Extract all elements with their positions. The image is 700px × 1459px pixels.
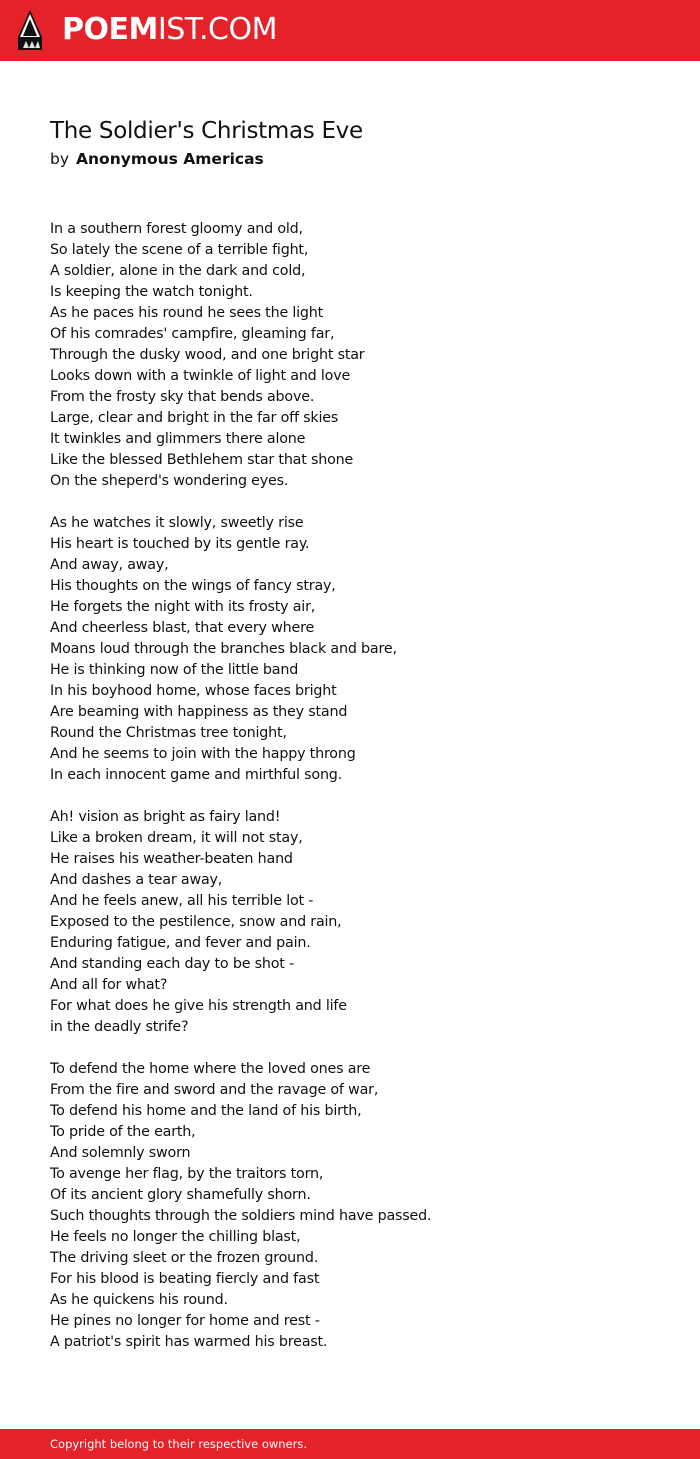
poem-line: To pride of the earth, (50, 1124, 196, 1140)
poem-line: Of its ancient glory shamefully shorn. (50, 1187, 311, 1203)
poem-line: In his boyhood home, whose faces bright (50, 683, 337, 699)
poem-line: Exposed to the pestilence, snow and rain, (50, 914, 342, 930)
poem-line: He feels no longer the chilling blast, (50, 1229, 301, 1245)
pencil-nib-icon (17, 9, 43, 51)
poem-line: He is thinking now of the little band (50, 662, 299, 678)
poem-line: As he quickens his round. (50, 1292, 228, 1308)
poem-line: Like a broken dream, it will not stay, (50, 830, 303, 846)
poem-line: And dashes a tear away, (50, 872, 223, 888)
poem-line: He forgets the night with its frosty air, (50, 599, 316, 615)
poem-line: From the fire and sword and the ravage of war, (50, 1082, 379, 1098)
poem-line: It twinkles and glimmers there alone (50, 431, 306, 447)
poem-line: in the deadly strife? (50, 1019, 189, 1035)
poem-line: And he seems to join with the happy throng (50, 746, 356, 762)
poem-line: Ah! vision as bright as fairy land! (50, 809, 281, 825)
poem-line: And solemnly sworn (50, 1145, 191, 1161)
logo-bold-text: POEM (62, 12, 158, 47)
poem-line: Through the dusky wood, and one bright star (50, 347, 365, 363)
poem-line: The driving sleet or the frozen ground. (50, 1250, 319, 1266)
poem-line: So lately the scene of a terrible fight, (50, 242, 309, 258)
poem-line: And cheerless blast, that every where (50, 620, 315, 636)
stanza-3 (50, 807, 670, 1038)
poem-line: In a southern forest gloomy and old, (50, 221, 303, 237)
poem-line: In each innocent game and mirthful song. (50, 767, 343, 783)
poem-line: And he feels anew, all his terrible lot - (50, 893, 314, 909)
poem-line: Large, clear and bright in the far off skies (50, 410, 339, 426)
poem-line: A soldier, alone in the dark and cold, (50, 263, 306, 279)
poem-line: Looks down with a twinkle of light and love (50, 368, 351, 384)
poem-line: For what does he give his strength and life (50, 998, 347, 1014)
logo-light-text: IST.COM (157, 12, 277, 47)
site-header (0, 0, 700, 61)
poem-line: His thoughts on the wings of fancy stray, (50, 578, 336, 594)
poem-line: On the sheperd's wondering eyes. (50, 473, 289, 489)
stanza-break (50, 492, 670, 513)
poem-line: Such thoughts through the soldiers mind have passed. (50, 1208, 432, 1224)
poem-line: And away, away, (50, 557, 169, 573)
poem-line: And standing each day to be shot - (50, 956, 295, 972)
poem-line: Round the Christmas tree tonight, (50, 725, 287, 741)
poem-title: The Soldier's Christmas Eve (50, 118, 363, 144)
site-logo[interactable] (62, 12, 277, 48)
poem-line: For his blood is beating fiercly and fast (50, 1271, 320, 1287)
stanza-break (50, 1038, 670, 1059)
stanza-2 (50, 513, 670, 786)
poem-line: To defend his home and the land of his birth, (50, 1103, 362, 1119)
poem-line: He raises his weather-beaten hand (50, 851, 293, 867)
poem-line: To avenge her flag, by the traitors torn, (50, 1166, 324, 1182)
poem-body (50, 219, 670, 1353)
poem-line: He pines no longer for home and rest - (50, 1313, 320, 1329)
poem-line: Are beaming with happiness as they stand (50, 704, 348, 720)
poem-line: Moans loud through the branches black and bare, (50, 641, 397, 657)
poem-line: As he watches it slowly, sweetly rise (50, 515, 304, 531)
poem-line: As he paces his round he sees the light (50, 305, 324, 321)
stanza-break (50, 786, 670, 807)
stanza-4 (50, 1059, 670, 1353)
poem-line: Of his comrades' campfire, gleaming far, (50, 326, 335, 342)
poem-line: To defend the home where the loved ones are (50, 1061, 371, 1077)
author-name[interactable]: Anonymous Americas (76, 150, 264, 168)
poem-line: From the frosty sky that bends above. (50, 389, 315, 405)
site-footer (0, 1429, 700, 1459)
poem-line: And all for what? (50, 977, 168, 993)
poem-line: A patriot's spirit has warmed his breast. (50, 1334, 328, 1350)
poem-line: His heart is touched by its gentle ray. (50, 536, 310, 552)
by-label: by (50, 150, 70, 168)
copyright-text: Copyright belong to their respective owners. (50, 1437, 308, 1451)
stanza-1 (50, 219, 670, 492)
poem-line: Enduring fatigue, and fever and pain. (50, 935, 311, 951)
poem-line: Is keeping the watch tonight. (50, 284, 253, 300)
poem-line: Like the blessed Bethlehem star that shone (50, 452, 354, 468)
poem-byline (50, 148, 264, 170)
